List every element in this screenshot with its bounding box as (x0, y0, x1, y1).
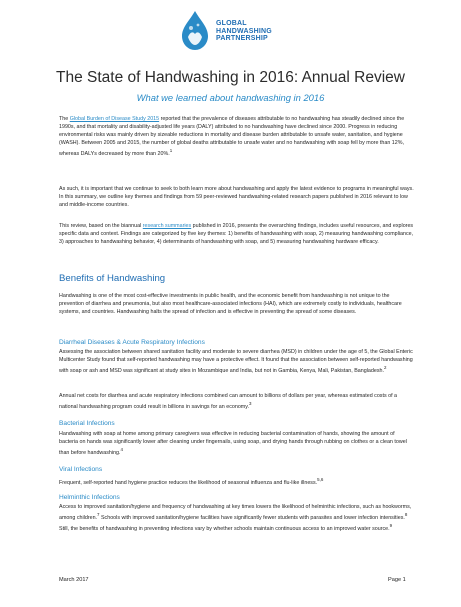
intro-text: reported that the prevalence of diseases attributable to no handwashing has steadily declined since the 1990s, and that mortality and disability-adjusted life years (DALY) attributed to no handwashing have declined since 2000. Progress in reducing environmental risks was mainly driven by sizeable reductions in mortality and disease burden attributable to unsafe water, sanitation, and hygiene (WASH). Between 2005 and 2015, the number of global deaths attributable to unsafe water and no handwashing with soap fell by more than 12%, whereas DALYs decreased by more than 20%. (59, 116, 405, 158)
gbd-study-link[interactable]: Global Burden of Disease Study 2015 (69, 116, 160, 122)
logo-line: HANDWASHING (216, 27, 272, 35)
logo-wordmark (216, 20, 272, 43)
helminthic-paragraph (59, 503, 414, 533)
footer-date: March 2017 (59, 577, 89, 583)
intro-text: published in 2016, presents the overarching findings, includes useful resources, and explores specific data and context. Findings are categorized by five key themes: 1) benefits of handwashing with soap, 2) measuring handwashing compliance, 3) approaches to handwashing behavior, 4) determinants of handwashing with soap, and 5) measuring handwashing hardware efficacy. (59, 223, 414, 246)
footnote-ref: 5,6 (317, 477, 324, 482)
intro-prefix: This review, based on the biannual (59, 223, 143, 229)
intro-paragraph-3 (59, 222, 414, 246)
document-subtitle: What we learned about handwashing in 2016 (136, 92, 325, 103)
intro-paragraph-1 (59, 115, 414, 158)
organization-logo (176, 10, 301, 54)
subheading-viral: Viral Infections (59, 466, 103, 473)
paragraph-text: Schools with improved sanitation/hygiene facilities have significantly fewer students with parasites and lower infection intensities. (99, 514, 405, 521)
logo-line: PARTNERSHIP (216, 35, 268, 43)
footnote-ref: 1 (169, 148, 173, 154)
footnote-ref: 3 (249, 401, 252, 407)
footnote-ref: 8 (404, 512, 408, 518)
logo-line: GLOBAL (216, 20, 247, 27)
subheading-bacterial: Bacterial Infections (59, 420, 115, 427)
document-title: The State of Handwashing in 2016: Annual Review (56, 69, 405, 86)
research-summaries-link[interactable]: research summaries (142, 223, 192, 229)
diarrheal-paragraph-1 (59, 348, 414, 375)
footnote-ref: 2 (383, 365, 387, 371)
paragraph-text: Annual net costs for diarrhea and acute respiratory infections combined can amount to billions of dollars per year, whereas estimated costs of a national handwashing program could result in billions in savings for an economy. (59, 393, 398, 410)
footnote-ref: 7 (97, 512, 100, 518)
intro-paragraph-2: As such, it is important that we continue to seek to both learn more about handwashing and apply the latest evidence to programs in meaningful ways. In this summary, we outline key themes and findings from 59 peer-reviewed handwashing-related research papers published in 2016 relevant to low and middle-income countries. (59, 186, 414, 209)
intro-prefix: The (59, 116, 70, 122)
paragraph-text: Access to improved sanitation/hygiene and frequency of handwashing at key times lowers the likelihood of helminthic infections, such as hookworms, among children. (59, 504, 412, 521)
paragraph-text: Assessing the association between shared sanitation facility and moderate to severe diarrhea (MSD) in children under the age of 5, the Global Enteric Multicenter Study found that self-reported handwashing may have a protective effect. It found that the association between self-reported handwashing with soap or ash and MSD was significant at study sites in Mozambique and India, but not in Gambia, Kenya, Mali, Pakistan, Bangladesh. (59, 349, 413, 374)
diarrheal-paragraph-2 (59, 392, 414, 411)
viral-paragraph (59, 476, 414, 487)
footer-page-number: Page 1 (388, 577, 406, 583)
bacterial-paragraph (59, 430, 414, 457)
section-heading-benefits: Benefits of Handwashing (59, 273, 166, 284)
paragraph-text: Still, the benefits of handwashing in preventing infections vary by whether schools maintain continuous access to an improved water source. (59, 525, 390, 532)
hands-water-drop-logo-icon (176, 10, 214, 52)
subheading-diarrheal: Diarrheal Diseases & Acute Respiratory Infections (59, 339, 205, 346)
subheading-helminthic: Helminthic Infections (59, 494, 120, 501)
footnote-ref: 4 (120, 447, 123, 453)
benefits-paragraph: Handwashing is one of the most cost-effective investments in public health, and the economic benefit from handwashing is not unique to the prevention of diarrhea and pneumonia, but also most healthcare-associated infections (HAI), which are extremely costly to individuals, healthcare systems, and countries. Handwashing halts the spread of infection and is effective in preventing the spread of some diseases. (59, 293, 402, 316)
paragraph-text: Frequent, self-reported hand hygiene practice reduces the likelihood of seasonal influenza and flu-like illness. (59, 479, 318, 486)
footnote-ref: 9 (389, 522, 393, 528)
paragraph-text: Handwashing with soap at home among primary caregivers was effective in reducing bacterial contamination of hands, showing the amount of bacteria on hands was significantly lower after cleaning under fingernails, using soap, and drying hands through rubbing on clothes or a clean towel than before handwashing. (59, 431, 407, 456)
